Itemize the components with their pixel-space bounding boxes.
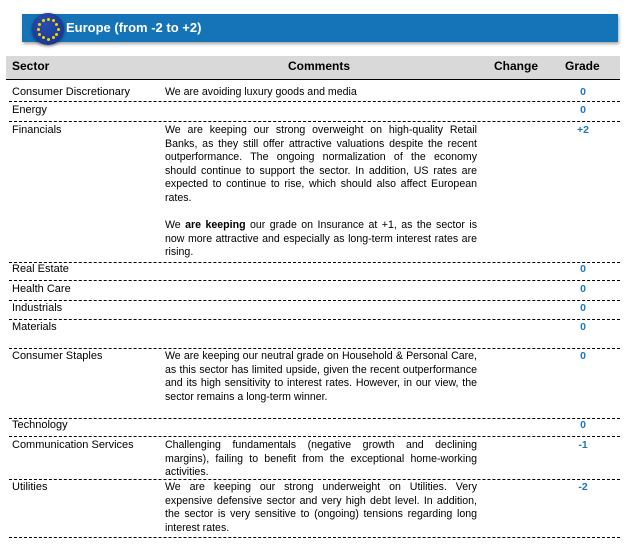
flag-star-icon [42, 36, 45, 39]
table-row [9, 85, 620, 102]
sector-name: Industrials [12, 302, 63, 314]
table-row [9, 349, 620, 419]
sector-name: Materials [12, 321, 57, 333]
flag-star-icon [38, 33, 41, 36]
sector-name: Health Care [12, 283, 71, 295]
sector-grade: 0 [580, 104, 586, 116]
table-header [6, 56, 620, 80]
sector-grade: 0 [580, 350, 586, 362]
sector-name: Communication Services [12, 439, 134, 451]
sector-grade: 0 [580, 419, 586, 431]
sector-name: Consumer Discretionary [12, 86, 130, 98]
page-title: Europe (from -2 to +2) [66, 20, 202, 35]
sector-comment: We are keeping our strong underweight on Utilities. Very expensive defensive sector and very high debt level. In addition, the sector is very sensitive to (ongoing) tensions regarding long interest rates. [165, 481, 477, 534]
table-row [9, 438, 620, 480]
sector-grade: -2 [578, 481, 588, 493]
sector-comment: We are keeping our neutral grade on Household & Personal Care, as this sector has limited upside, given the recent outperformance and its high sensitivity to interest rates. However, in our view, the sector remains a long-term winner. [165, 350, 477, 403]
flag-star-icon [52, 19, 55, 22]
table-row [9, 123, 620, 263]
sector-comment [165, 124, 477, 260]
table-row [9, 480, 620, 538]
table-row [9, 282, 620, 301]
flag-star-icon [47, 38, 50, 41]
sector-comment: Challenging fundamentals (negative growth and declining margins), failing to benefit from the exceptional home-working activities. [165, 439, 477, 479]
flag-star-icon [55, 33, 58, 36]
sector-name: Consumer Staples [12, 350, 103, 362]
sector-grade: +2 [577, 124, 589, 136]
flag-star-icon [42, 19, 45, 22]
eu-flag-icon [32, 13, 64, 45]
sector-name: Energy [12, 104, 47, 116]
sector-name: Real Estate [12, 263, 69, 275]
column-header-change: Change [494, 59, 539, 73]
sector-name: Financials [12, 124, 62, 136]
sector-grade: 0 [580, 302, 586, 314]
comment-text: We [165, 219, 186, 232]
flag-star-icon [52, 36, 55, 39]
column-header-grade: Grade [565, 59, 600, 73]
table-row [9, 103, 620, 122]
sector-name: Utilities [12, 481, 48, 493]
comment-paragraph: We are keeping our strong overweight on high-quality Retail Banks, as they still offer attractive valuations despite the recent outperformance. The ongoing normalization of the economy should continue to support the sector. In addition, US rates are expected to continue to rise, which should also affect European rates. [165, 124, 477, 204]
column-header-sector: Sector [12, 59, 50, 73]
comment-text: our grade on Insurance at +1, as the sector is now more attractive and especially as long-term interest rates are rising. [165, 219, 477, 259]
flag-star-icon [37, 28, 40, 31]
flag-star-icon [57, 28, 60, 31]
flag-star-icon [38, 23, 41, 26]
sector-comment: We are avoiding luxury goods and media [165, 86, 357, 98]
sector-grade: 0 [580, 86, 586, 98]
table-row [9, 262, 620, 281]
comment-paragraph [165, 219, 477, 260]
sector-grade: -1 [578, 439, 588, 451]
column-header-comments: Comments [288, 59, 351, 73]
sector-grade: 0 [580, 321, 586, 333]
flag-star-icon [47, 18, 50, 21]
sector-grade: 0 [580, 263, 586, 275]
table-row [9, 418, 620, 437]
table-row [9, 320, 620, 349]
sector-grade: 0 [580, 283, 586, 295]
table-row [9, 301, 620, 320]
sector-name: Technology [12, 419, 68, 431]
comment-emphasis: are keeping [185, 219, 246, 232]
flag-star-icon [55, 23, 58, 26]
